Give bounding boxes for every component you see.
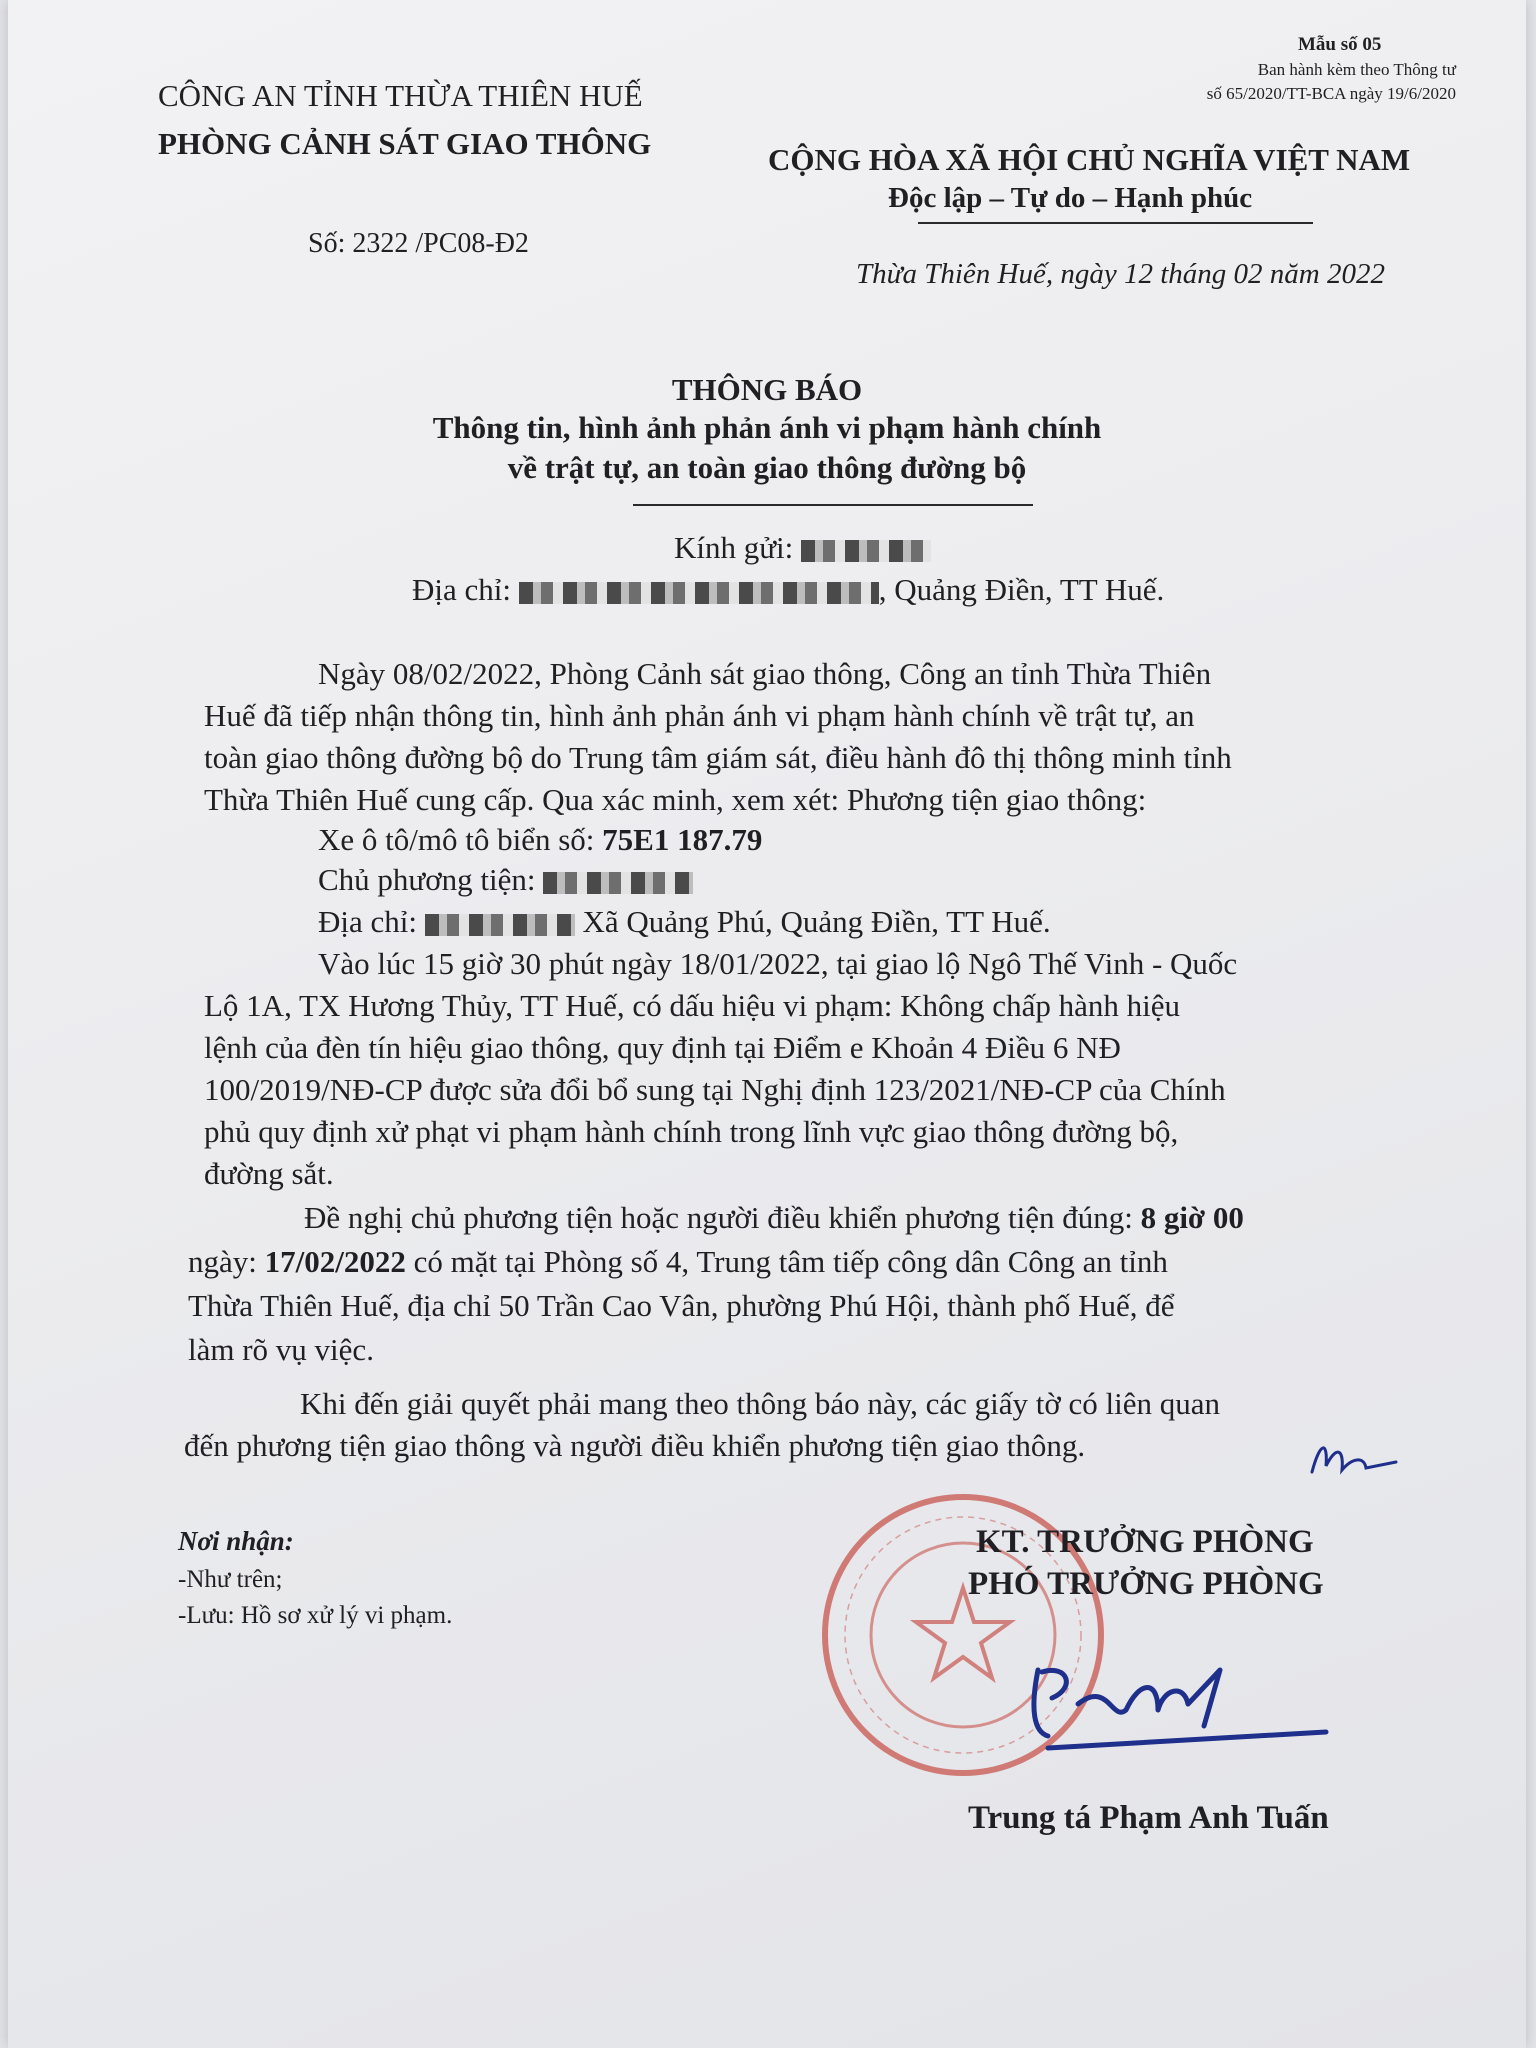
- redacted-name: [801, 540, 931, 562]
- plate-label: Xe ô tô/mô tô biển số:: [318, 822, 603, 857]
- body-p1-line-2: Huế đã tiếp nhận thông tin, hình ảnh phản ánh vi phạm hành chính về trật tự, an: [204, 698, 1195, 733]
- body-p2-line-4: 100/2019/NĐ-CP được sửa đổi bổ sung tại Nghị định 123/2021/NĐ-CP của Chính: [204, 1072, 1226, 1107]
- addressee-line: [674, 530, 931, 566]
- body-p3-line-3: Thừa Thiên Huế, địa chỉ 50 Trần Cao Vân, phường Phú Hội, thành phố Huế, để: [188, 1288, 1175, 1323]
- plate-number: 75E1 187.79: [602, 822, 763, 857]
- body-p2-line-6: đường sắt.: [204, 1156, 334, 1191]
- document-page: [8, 0, 1526, 2048]
- document-subtitle-2: về trật tự, an toàn giao thông đường bộ: [507, 450, 1027, 485]
- owner-address-line: [318, 904, 1051, 940]
- address-suffix: , Quảng Điền, TT Huế.: [878, 572, 1165, 607]
- plate-line: [318, 822, 762, 858]
- form-issued-line-1: Ban hành kèm theo Thông tư: [1257, 60, 1456, 79]
- body-p2-line-2: Lộ 1A, TX Hương Thủy, TT Huế, có dấu hiệu vi phạm: Không chấp hành hiệu: [204, 988, 1180, 1023]
- appointment-date: 17/02/2022: [264, 1244, 406, 1279]
- place-date: Thừa Thiên Huế, ngày 12 tháng 02 năm 2022: [856, 258, 1385, 290]
- form-issued-line-2: số 65/2020/TT-BCA ngày 19/6/2020: [1206, 84, 1456, 103]
- appointment-time: 8 giờ 00: [1140, 1200, 1244, 1235]
- document-number: Số: 2322 /PC08-Đ2: [308, 228, 529, 259]
- document-title: THÔNG BÁO: [671, 372, 863, 407]
- signature-title-2: PHÓ TRƯỞNG PHÒNG: [968, 1566, 1324, 1602]
- addressee-label: Kính gửi:: [674, 530, 794, 565]
- body-p2-line-5: phủ quy định xử phạt vi phạm hành chính trong lĩnh vực giao thông đường bộ,: [204, 1114, 1179, 1149]
- redacted-owner-address: [425, 914, 575, 936]
- form-number: Mẫu số 05: [1298, 34, 1382, 55]
- body-p4-line-1: Khi đến giải quyết phải mang theo thông báo này, các giấy tờ có liên quan: [300, 1386, 1221, 1421]
- recipient-item-2: -Lưu: Hồ sơ xử lý vi phạm.: [178, 1602, 453, 1629]
- addressee-address-line: [412, 572, 1164, 608]
- recipients-title: Nơi nhận:: [178, 1526, 294, 1556]
- owner-line: [318, 862, 693, 898]
- body-p3-text-1: Đề nghị chủ phương tiện hoặc người điều khiển phương tiện đúng:: [304, 1200, 1141, 1235]
- owner-address-label: Địa chỉ:: [318, 904, 417, 939]
- owner-address-suffix: Xã Quảng Phú, Quảng Điền, TT Huế.: [582, 904, 1051, 939]
- body-p3-text-2a: ngày:: [188, 1244, 265, 1279]
- handwritten-signature: [1008, 1640, 1338, 1760]
- owner-label: Chủ phương tiện:: [318, 862, 536, 897]
- document-subtitle-1: Thông tin, hình ảnh phản ánh vi phạm hành chính: [432, 410, 1102, 445]
- agency-parent: CÔNG AN TỈNH THỪA THIÊN HUẾ: [158, 78, 643, 113]
- agency-name: PHÒNG CẢNH SÁT GIAO THÔNG: [158, 126, 652, 161]
- body-p3-line-2: [188, 1244, 1168, 1280]
- body-p2-line-1: Vào lúc 15 giờ 30 phút ngày 18/01/2022, tại giao lộ Ngô Thế Vinh - Quốc: [318, 946, 1238, 981]
- signer-name: Trung tá Phạm Anh Tuấn: [968, 1800, 1329, 1836]
- body-p1-line-4: Thừa Thiên Huế cung cấp. Qua xác minh, xem xét: Phương tiện giao thông:: [204, 782, 1147, 817]
- redacted-owner: [543, 872, 693, 894]
- redacted-address: [519, 582, 879, 604]
- body-p3-line-4: làm rõ vụ việc.: [188, 1332, 374, 1367]
- body-p2-line-3: lệnh của đèn tín hiệu giao thông, quy định tại Điểm e Khoản 4 Điều 6 NĐ: [204, 1030, 1121, 1065]
- motto-underline: [918, 222, 1313, 224]
- national-motto: Độc lập – Tự do – Hạnh phúc: [888, 182, 1253, 214]
- body-p3-line-1: [304, 1200, 1244, 1236]
- address-label: Địa chỉ:: [412, 572, 511, 607]
- initials-mark: [1306, 1432, 1401, 1487]
- body-p1-line-1: Ngày 08/02/2022, Phòng Cảnh sát giao thông, Công an tỉnh Thừa Thiên: [318, 656, 1212, 691]
- body-p4-line-2: đến phương tiện giao thông và người điều khiển phương tiện giao thông.: [184, 1428, 1086, 1463]
- body-p3-text-2b: có mặt tại Phòng số 4, Trung tâm tiếp công dân Công an tỉnh: [405, 1244, 1168, 1279]
- title-underline: [633, 504, 1033, 506]
- signature-title-1: KT. TRƯỞNG PHÒNG: [976, 1524, 1314, 1560]
- body-p1-line-3: toàn giao thông đường bộ do Trung tâm giám sát, điều hành đô thị thông minh tỉnh: [204, 740, 1232, 775]
- recipient-item-1: -Như trên;: [178, 1566, 283, 1593]
- nation-title: CỘNG HÒA XÃ HỘI CHỦ NGHĨA VIỆT NAM: [768, 142, 1411, 177]
